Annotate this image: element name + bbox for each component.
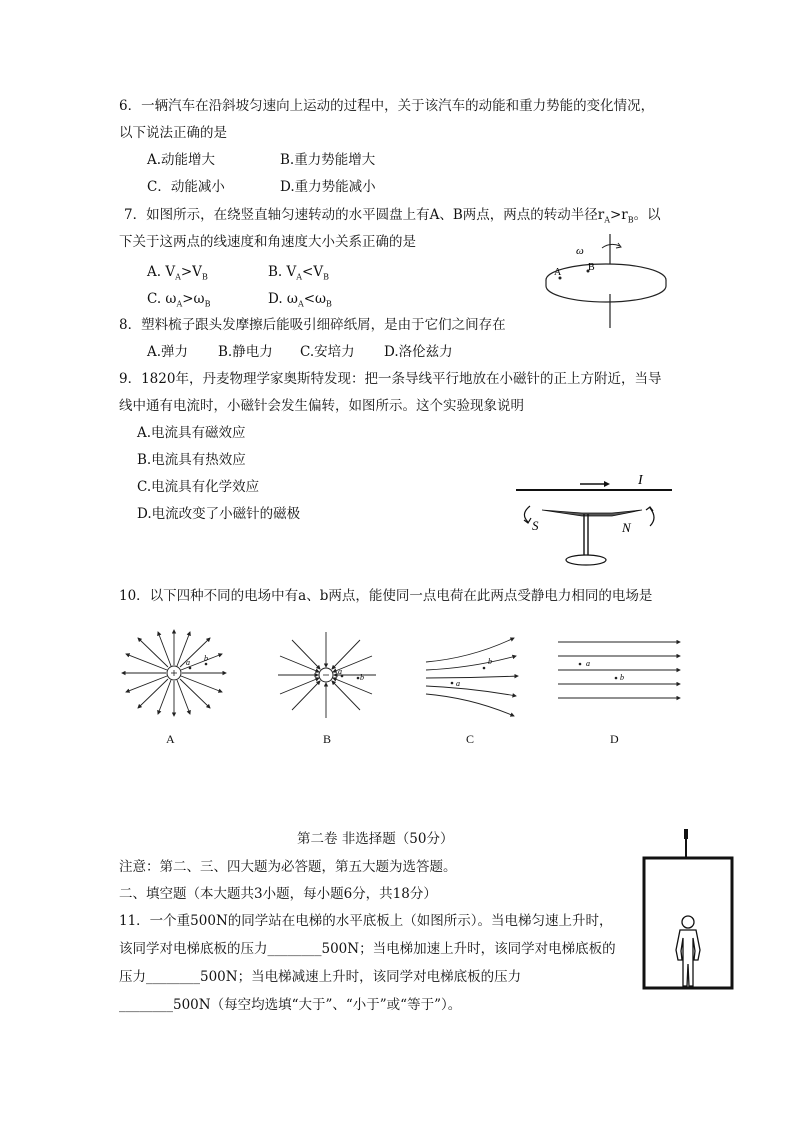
q10-d-point-b: b: [620, 673, 624, 682]
q6-option-a: A.动能增大: [147, 152, 216, 168]
q8-option-d: D.洛伦兹力: [384, 344, 453, 360]
q10-figure-label-b: B: [323, 732, 332, 746]
q9-option-c: C.电流具有化学效应: [137, 479, 260, 495]
q10-field-d-figure: [556, 630, 684, 718]
q10-figure-label-c: C: [466, 732, 475, 746]
q6-option-b: B.重力势能增大: [280, 152, 376, 168]
q7-option-d: D. $\omega_A<\omega_B$: [268, 291, 332, 309]
q11-blank-3[interactable]: ________: [119, 997, 173, 1013]
part2-title: 第二卷 非选择题（50分）: [297, 831, 454, 847]
part2-note: 注意：第二、三、四大题为必答题，第五大题为选答题。: [119, 859, 457, 875]
q7-stem-line1: 7．如图所示，在绕竖直轴匀速转动的水平圆盘上有A、B两点，两点的转动半径$r_A>r_B$。以: [124, 207, 661, 225]
q9-south-label: S: [532, 518, 539, 533]
q10-figure-label-a: A: [166, 732, 175, 746]
q11-stem-line1: 11．一个重500N的同学站在电梯的水平底板上（如图所示）。当电梯匀速上升时，: [119, 913, 613, 929]
q6-stem-line1: 6．一辆汽车在沿斜坡匀速向上运动的过程中，关于该汽车的动能和重力势能的变化情况，: [119, 98, 655, 114]
q10-field-b-figure: [272, 630, 382, 720]
q11-stem-line2: 该同学对电梯底板的压力________500N；当电梯加速上升时，该同学对电梯底板的: [119, 941, 616, 957]
q8-option-c: C.安培力: [300, 344, 355, 360]
q11-blank-1[interactable]: ________: [267, 941, 322, 957]
q8-option-b: B.静电力: [218, 344, 273, 360]
q10-c-point-a: a: [456, 679, 460, 688]
q6-stem-line2: 以下说法正确的是: [119, 125, 227, 141]
q11-stem-line4: ________500N（每空均选填“大于”、“小于”或“等于”）。: [119, 997, 462, 1013]
q7-point-a-label: A: [554, 267, 562, 278]
q9-option-a: A.电流具有磁效应: [137, 425, 246, 441]
q10-field-a-figure: [118, 628, 230, 718]
q7-point-b-label: B: [588, 262, 595, 273]
q9-stem-line2: 线中通有电流时，小磁针会发生偏转，如图所示。这个实验现象说明: [119, 398, 524, 414]
q7-stem-line2: 下关于这两点的线速度和角速度大小关系正确的是: [119, 234, 416, 250]
q10-b-point-a: a: [338, 667, 342, 676]
q10-field-c-figure: [422, 634, 522, 720]
q8-stem: 8．塑料梳子跟头发摩擦后能吸引细碎纸屑，是由于它们之间存在: [119, 317, 506, 333]
q6-option-d: D.重力势能减小: [280, 179, 376, 195]
q9-stem-line1: 9．1820年，丹麦物理学家奥斯特发现：把一条导线平行地放在小磁针的正上方附近，当导: [119, 371, 662, 387]
q9-oersted-figure: [512, 470, 674, 572]
q10-b-point-b: b: [360, 673, 364, 682]
q9-north-label: N: [622, 520, 631, 535]
q7-option-a: A. $V_A>V_B$: [147, 264, 208, 282]
q9-current-label: I: [638, 473, 643, 488]
q7-omega-label: ω: [576, 245, 584, 257]
q9-option-b: B.电流具有热效应: [137, 452, 246, 468]
q10-stem: 10．以下四种不同的电场中有a、b两点，能使同一点电荷在此两点受静电力相同的电场是: [119, 588, 653, 604]
q10-a-point-b: b: [204, 654, 208, 663]
q11-blank-2[interactable]: ________: [146, 969, 200, 985]
q10-figure-label-d: D: [610, 732, 619, 746]
q8-option-a: A.弹力: [147, 344, 189, 360]
q10-d-point-a: a: [586, 659, 590, 668]
q7-rotating-disk-figure: [538, 232, 678, 330]
q7-option-c: C. $\omega_A>\omega_B$: [147, 291, 211, 309]
q9-option-d: D.电流改变了小磁针的磁极: [137, 506, 301, 522]
q10-c-point-b: b: [488, 657, 492, 666]
q11-stem-line3: 压力________500N；当电梯减速上升时，该同学对电梯底板的压力: [119, 969, 522, 985]
q11-elevator-figure: [640, 826, 736, 992]
q7-option-b: B. $V_A<V_B$: [268, 264, 329, 282]
q10-a-point-a: a: [186, 658, 190, 667]
section-fill-in-title: 二、填空题（本大题共3小题，每小题6分，共18分）: [119, 886, 437, 902]
q6-option-c: C．动能减小: [147, 179, 225, 195]
